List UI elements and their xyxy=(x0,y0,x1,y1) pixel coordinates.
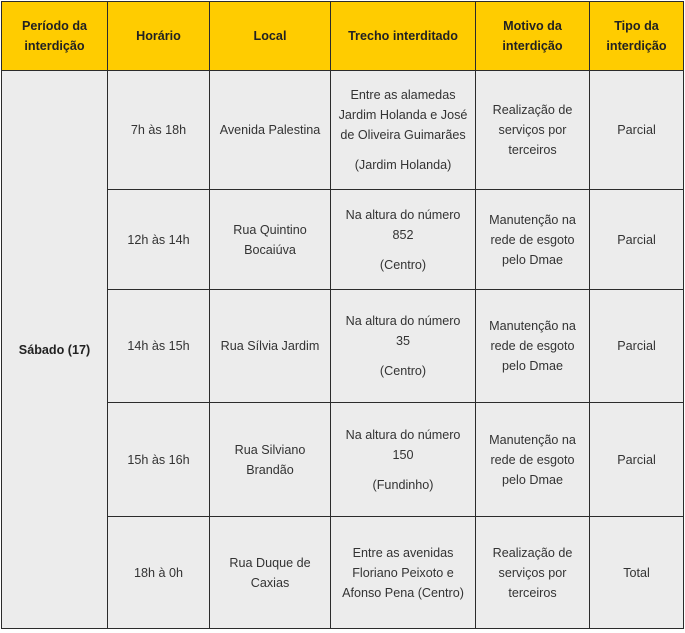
table-row xyxy=(2,71,684,190)
type-cell: Parcial xyxy=(590,403,684,517)
stretch-cell xyxy=(331,403,476,517)
stretch-cell xyxy=(331,71,476,190)
type-cell: Parcial xyxy=(590,71,684,190)
location-cell: Rua Silviano Brandão xyxy=(210,403,331,517)
stretch-note: (Centro) xyxy=(379,257,427,272)
header-period: Período da interdição xyxy=(2,2,108,71)
reason-cell: Manutenção na rede de esgoto pelo Dmae xyxy=(476,290,590,403)
location-cell: Rua Quintino Bocaiúva xyxy=(210,190,331,290)
type-cell: Total xyxy=(590,517,684,629)
road-closure-table xyxy=(1,1,684,629)
header-reason: Motivo da interdição xyxy=(476,2,590,71)
time-cell: 7h às 18h xyxy=(108,71,210,190)
stretch-note: (Fundinho) xyxy=(372,477,434,492)
reason-cell: Realização de serviços por terceiros xyxy=(476,517,590,629)
stretch-text: Na altura do número 852 xyxy=(345,207,461,242)
reason-cell: Manutenção na rede de esgoto pelo Dmae xyxy=(476,403,590,517)
header-type: Tipo da interdição xyxy=(590,2,684,71)
stretch-text: Na altura do número 35 xyxy=(345,314,461,348)
header-time: Horário xyxy=(108,2,210,71)
stretch-cell xyxy=(331,190,476,290)
period-cell: Sábado (17) xyxy=(2,71,108,629)
type-cell: Parcial xyxy=(590,290,684,403)
reason-cell: Realização de serviços por terceiros xyxy=(476,71,590,190)
time-cell: 12h às 14h xyxy=(108,190,210,290)
time-cell: 18h à 0h xyxy=(108,517,210,629)
stretch-note: (Jardim Holanda) xyxy=(354,158,452,172)
header-stretch: Trecho interditado xyxy=(331,2,476,71)
stretch-text: Entre as alamedas Jardim Holanda e José de Oliveira Guimarães xyxy=(338,88,468,142)
stretch-note: (Centro) xyxy=(379,364,427,378)
time-cell: 14h às 15h xyxy=(108,290,210,403)
header-location: Local xyxy=(210,2,331,71)
stretch-text: Na altura do número 150 xyxy=(345,427,461,462)
stretch-cell xyxy=(331,290,476,403)
location-cell: Avenida Palestina xyxy=(210,71,331,190)
location-cell: Rua Sílvia Jardim xyxy=(210,290,331,403)
reason-cell: Manutenção na rede de esgoto pelo Dmae xyxy=(476,190,590,290)
location-cell: Rua Duque de Caxias xyxy=(210,517,331,629)
stretch-cell: Entre as avenidas Floriano Peixoto e Afonso Pena (Centro) xyxy=(331,517,476,629)
header-row xyxy=(2,2,684,71)
type-cell: Parcial xyxy=(590,190,684,290)
time-cell: 15h às 16h xyxy=(108,403,210,517)
